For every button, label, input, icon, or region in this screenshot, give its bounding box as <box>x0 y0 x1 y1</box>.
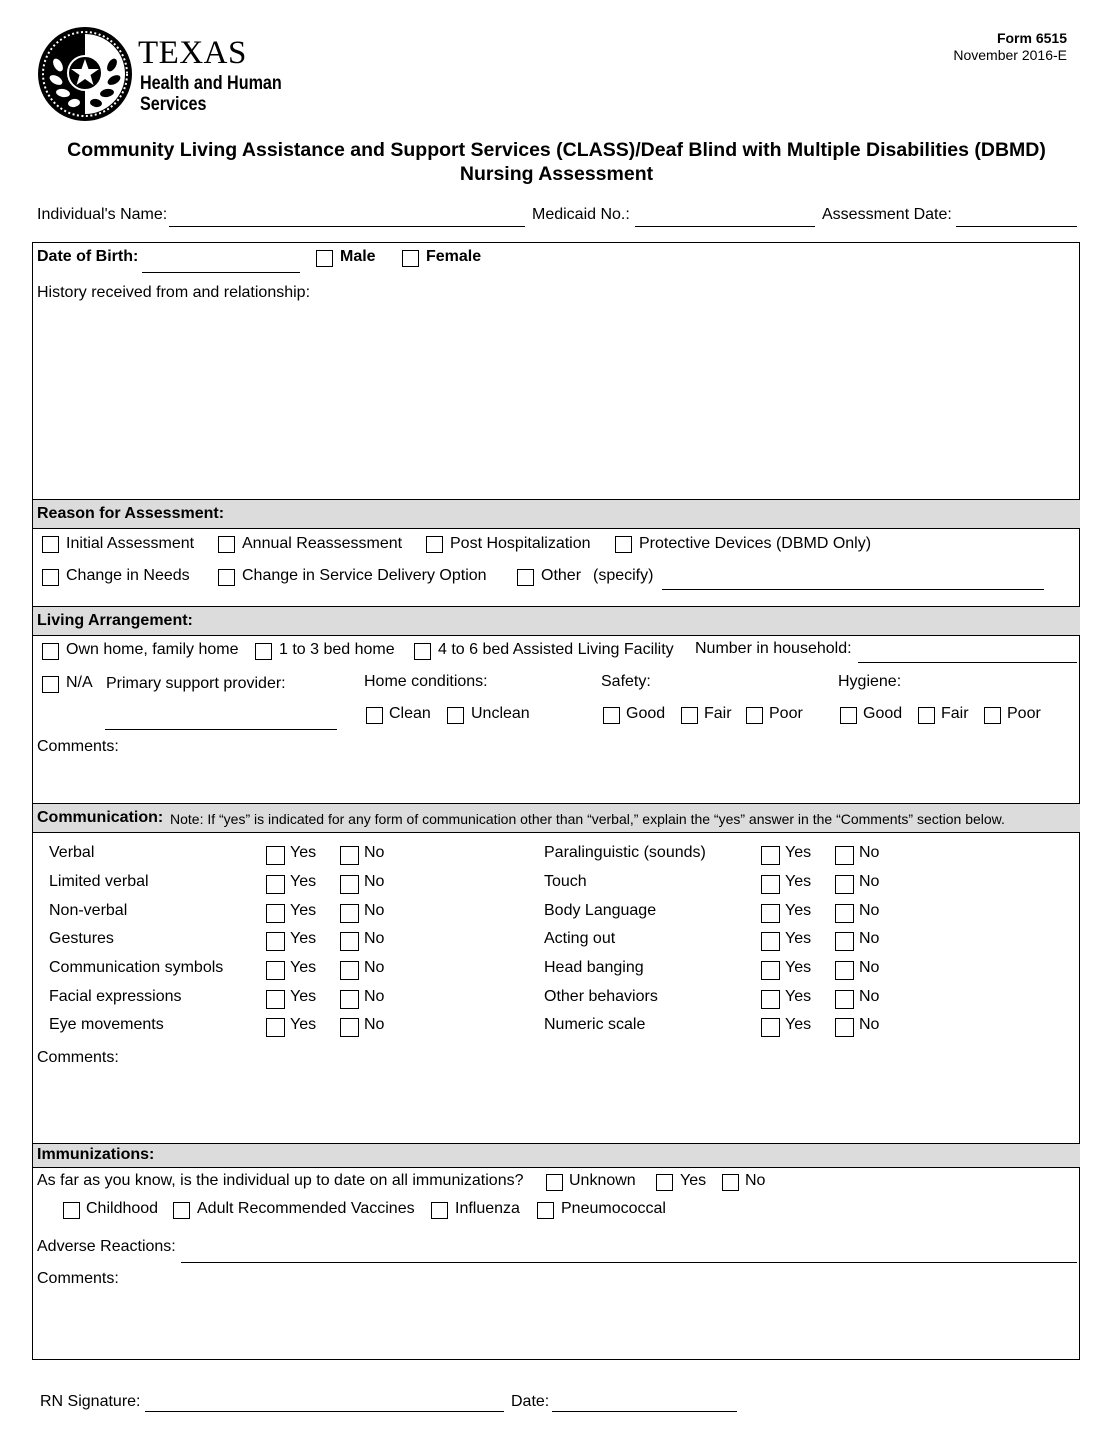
communication-no-checkbox[interactable] <box>340 1018 359 1037</box>
reason-checkbox-other[interactable] <box>517 569 534 586</box>
immunizations-comments-label: Comments: <box>37 1270 119 1287</box>
communication-yes-checkbox[interactable] <box>761 875 780 894</box>
communication-yes-checkbox[interactable] <box>266 961 285 980</box>
living-checkbox-1-3-bed[interactable] <box>255 643 272 660</box>
communication-no-label: No <box>364 1016 385 1033</box>
communication-item-label: Non-verbal <box>49 902 128 919</box>
living-comments-area[interactable] <box>37 758 1073 800</box>
communication-no-label: No <box>859 873 880 890</box>
immunization-type-label-childhood: Childhood <box>86 1200 159 1217</box>
agency-logo <box>36 25 296 125</box>
communication-yes-label: Yes <box>290 873 317 890</box>
living-section-title: Living Arrangement: <box>37 612 193 629</box>
communication-no-checkbox[interactable] <box>340 875 359 894</box>
communication-yes-label: Yes <box>290 1016 317 1033</box>
hygiene-checkbox-poor[interactable] <box>984 707 1001 724</box>
communication-yes-checkbox[interactable] <box>266 1018 285 1037</box>
immunization-answer-label-no: No <box>745 1172 766 1189</box>
safety-checkbox-good[interactable] <box>603 707 620 724</box>
communication-no-label: No <box>859 988 880 1005</box>
form-title-line1: Community Living Assistance and Support Services (CLASS)/Deaf Blind with Multiple Disabilities (DBMD) <box>67 139 1046 161</box>
reason-checkbox-post-hospitalization[interactable] <box>426 536 443 553</box>
female-label: Female <box>426 248 482 265</box>
reason-label-change-service: Change in Service Delivery Option <box>242 567 487 584</box>
communication-comments-label: Comments: <box>37 1049 119 1066</box>
living-label-own-home: Own home, family home <box>66 641 239 658</box>
logo-hhs-line1: Health and Human <box>140 73 282 94</box>
living-label-1-3-bed: 1 to 3 bed home <box>279 641 395 658</box>
rn-signature-label: RN Signature: <box>40 1393 141 1410</box>
male-checkbox[interactable] <box>316 250 333 267</box>
logo-hhs-line2: Services <box>140 94 207 115</box>
household-count-label: Number in household: <box>695 640 852 657</box>
communication-no-label: No <box>859 902 880 919</box>
immunization-answer-label-yes: Yes <box>680 1172 707 1189</box>
reason-checkbox-change-needs[interactable] <box>42 569 59 586</box>
communication-no-label: No <box>859 959 880 976</box>
communication-item-label: Gestures <box>49 930 114 947</box>
reason-checkbox-annual[interactable] <box>218 536 235 553</box>
living-checkbox-own-home[interactable] <box>42 643 59 660</box>
communication-section-header <box>33 803 1080 833</box>
communication-no-checkbox[interactable] <box>835 932 854 951</box>
safety-label: Safety: <box>601 673 651 690</box>
male-label: Male <box>340 248 376 265</box>
communication-yes-checkbox[interactable] <box>761 846 780 865</box>
communication-yes-checkbox[interactable] <box>266 932 285 951</box>
immunizations-question: As far as you know, is the individual up to date on all immunizations? <box>37 1172 524 1189</box>
living-checkbox-4-6-bed[interactable] <box>414 643 431 660</box>
communication-comments-area[interactable] <box>37 1070 1073 1140</box>
reason-label-initial: Initial Assessment <box>66 535 195 552</box>
reason-label-protective-devices: Protective Devices (DBMD Only) <box>639 535 872 552</box>
signature-date-field[interactable] <box>552 1411 737 1412</box>
communication-no-checkbox[interactable] <box>835 961 854 980</box>
form-number: Form 6515 <box>996 30 1067 46</box>
female-checkbox[interactable] <box>402 250 419 267</box>
communication-yes-label: Yes <box>785 959 812 976</box>
immunization-type-checkbox-childhood[interactable] <box>63 1202 80 1219</box>
home-conditions-label-unclean: Unclean <box>471 705 530 722</box>
communication-item-label: Acting out <box>544 930 616 947</box>
assessment-date-field[interactable] <box>956 226 1077 227</box>
communication-yes-label: Yes <box>785 930 812 947</box>
communication-item-label: Facial expressions <box>49 988 182 1005</box>
reason-label-change-needs: Change in Needs <box>66 567 190 584</box>
adverse-reactions-label: Adverse Reactions: <box>37 1238 176 1255</box>
dob-field[interactable] <box>142 272 300 273</box>
immunization-type-checkbox-influenza[interactable] <box>431 1202 448 1219</box>
communication-yes-label: Yes <box>290 988 317 1005</box>
medicaid-number-label: Medicaid No.: <box>532 206 630 223</box>
communication-no-checkbox[interactable] <box>340 904 359 923</box>
communication-no-checkbox[interactable] <box>835 990 854 1009</box>
communication-yes-checkbox[interactable] <box>266 990 285 1009</box>
communication-no-label: No <box>364 902 385 919</box>
immunizations-section-header <box>33 1143 1080 1168</box>
communication-yes-label: Yes <box>290 930 317 947</box>
safety-checkbox-fair[interactable] <box>681 707 698 724</box>
communication-item-label: Verbal <box>49 844 95 861</box>
communication-item-label: Eye movements <box>49 1016 164 1033</box>
form-title-line2: Nursing Assessment <box>459 163 654 185</box>
immunizations-comments-area[interactable] <box>37 1292 1073 1356</box>
communication-yes-label: Yes <box>785 902 812 919</box>
individual-name-label: Individual's Name: <box>37 206 168 223</box>
communication-yes-checkbox[interactable] <box>761 990 780 1009</box>
safety-label-fair: Fair <box>704 705 732 722</box>
immunization-type-label-adult: Adult Recommended Vaccines <box>197 1200 415 1217</box>
communication-no-label: No <box>364 988 385 1005</box>
living-label-4-6-bed: 4 to 6 bed Assisted Living Facility <box>438 641 674 658</box>
household-count-field[interactable] <box>858 662 1077 663</box>
reason-checkbox-initial[interactable] <box>42 536 59 553</box>
dob-label: Date of Birth: <box>37 248 139 265</box>
hygiene-label: Hygiene: <box>838 673 902 690</box>
safety-label-poor: Poor <box>769 705 803 722</box>
communication-yes-label: Yes <box>290 902 317 919</box>
communication-no-label: No <box>364 930 385 947</box>
communication-item-label: Numeric scale <box>544 1016 646 1033</box>
communication-yes-label: Yes <box>290 844 317 861</box>
primary-support-field[interactable] <box>105 729 337 730</box>
communication-yes-checkbox[interactable] <box>761 961 780 980</box>
reason-label-post-hospitalization: Post Hospitalization <box>450 535 591 552</box>
reason-section-header <box>33 499 1080 529</box>
immunization-answer-label-unknown: Unknown <box>569 1172 636 1189</box>
communication-item-label: Head banging <box>544 959 644 976</box>
rn-signature-field[interactable] <box>145 1411 504 1412</box>
home-conditions-checkbox-unclean[interactable] <box>447 707 464 724</box>
adverse-reactions-field[interactable] <box>181 1262 1077 1263</box>
living-checkbox-na[interactable] <box>42 676 59 693</box>
communication-item-label: Communication symbols <box>49 959 224 976</box>
communication-no-checkbox[interactable] <box>340 846 359 865</box>
home-conditions-label-clean: Clean <box>389 705 431 722</box>
communication-item-label: Other behaviors <box>544 988 658 1005</box>
immunization-type-checkbox-adult[interactable] <box>173 1202 190 1219</box>
individual-name-field[interactable] <box>169 226 525 227</box>
communication-item-label: Body Language <box>544 902 657 919</box>
communication-no-label: No <box>859 930 880 947</box>
reason-checkbox-change-service[interactable] <box>218 569 235 586</box>
communication-item-label: Limited verbal <box>49 873 149 890</box>
communication-yes-checkbox[interactable] <box>266 904 285 923</box>
hygiene-label-good: Good <box>863 705 903 722</box>
safety-label-good: Good <box>626 705 666 722</box>
history-label: History received from and relationship: <box>37 284 311 301</box>
communication-no-label: No <box>859 844 880 861</box>
home-conditions-checkbox-clean[interactable] <box>366 707 383 724</box>
communication-no-checkbox[interactable] <box>835 904 854 923</box>
communication-no-label: No <box>364 844 385 861</box>
immunization-answer-checkbox-no[interactable] <box>722 1174 739 1191</box>
hygiene-checkbox-fair[interactable] <box>918 707 935 724</box>
reason-checkbox-protective-devices[interactable] <box>615 536 632 553</box>
home-conditions-label: Home conditions: <box>364 673 488 690</box>
communication-item-label: Touch <box>544 873 587 890</box>
communication-note: Note: If “yes” is indicated for any form of communication other than “verbal,” explain the “yes” answer in the “Comments” section below. <box>170 811 1005 827</box>
immunization-answer-checkbox-yes[interactable] <box>656 1174 673 1191</box>
communication-no-label: No <box>364 873 385 890</box>
immunization-type-label-influenza: Influenza <box>455 1200 520 1217</box>
living-section-header <box>33 606 1080 636</box>
reason-section-title: Reason for Assessment: <box>37 505 225 522</box>
living-comments-label: Comments: <box>37 738 119 755</box>
immunization-type-checkbox-pneumococcal[interactable] <box>537 1202 554 1219</box>
communication-yes-checkbox[interactable] <box>761 1018 780 1037</box>
reason-label-other: Other <box>541 567 582 584</box>
texas-seal-star-icon <box>36 25 134 123</box>
signature-date-label: Date: <box>511 1393 550 1410</box>
communication-no-checkbox[interactable] <box>340 990 359 1009</box>
communication-yes-label: Yes <box>785 873 812 890</box>
communication-no-label: No <box>364 959 385 976</box>
reason-label-annual: Annual Reassessment <box>242 535 403 552</box>
reason-specify-field[interactable] <box>662 589 1044 590</box>
logo-texas: TEXAS <box>138 35 247 71</box>
safety-checkbox-poor[interactable] <box>746 707 763 724</box>
communication-yes-checkbox[interactable] <box>761 932 780 951</box>
communication-no-checkbox[interactable] <box>835 1018 854 1037</box>
communication-yes-checkbox[interactable] <box>266 846 285 865</box>
medicaid-number-field[interactable] <box>635 226 815 227</box>
communication-section-title: Communication: <box>37 809 164 826</box>
hygiene-label-poor: Poor <box>1007 705 1041 722</box>
immunization-answer-checkbox-unknown[interactable] <box>546 1174 563 1191</box>
communication-item-label: Paralinguistic (sounds) <box>544 844 706 861</box>
communication-no-checkbox[interactable] <box>835 846 854 865</box>
communication-no-label: No <box>859 1016 880 1033</box>
communication-yes-label: Yes <box>290 959 317 976</box>
communication-yes-label: Yes <box>785 988 812 1005</box>
primary-support-label: Primary support provider: <box>106 675 286 692</box>
communication-yes-checkbox[interactable] <box>761 904 780 923</box>
immunizations-section-title: Immunizations: <box>37 1146 155 1163</box>
communication-no-checkbox[interactable] <box>340 932 359 951</box>
communication-yes-checkbox[interactable] <box>266 875 285 894</box>
history-text-area[interactable] <box>37 306 1073 496</box>
communication-yes-label: Yes <box>785 1016 812 1033</box>
communication-yes-label: Yes <box>785 844 812 861</box>
hygiene-checkbox-good[interactable] <box>840 707 857 724</box>
form-revision-date: November 2016-E <box>953 47 1067 63</box>
immunization-type-label-pneumococcal: Pneumococcal <box>561 1200 666 1217</box>
communication-no-checkbox[interactable] <box>835 875 854 894</box>
reason-specify-label: (specify) <box>593 567 654 584</box>
hygiene-label-fair: Fair <box>941 705 969 722</box>
assessment-date-label: Assessment Date: <box>822 206 952 223</box>
living-label-na: N/A <box>66 674 93 691</box>
communication-no-checkbox[interactable] <box>340 961 359 980</box>
